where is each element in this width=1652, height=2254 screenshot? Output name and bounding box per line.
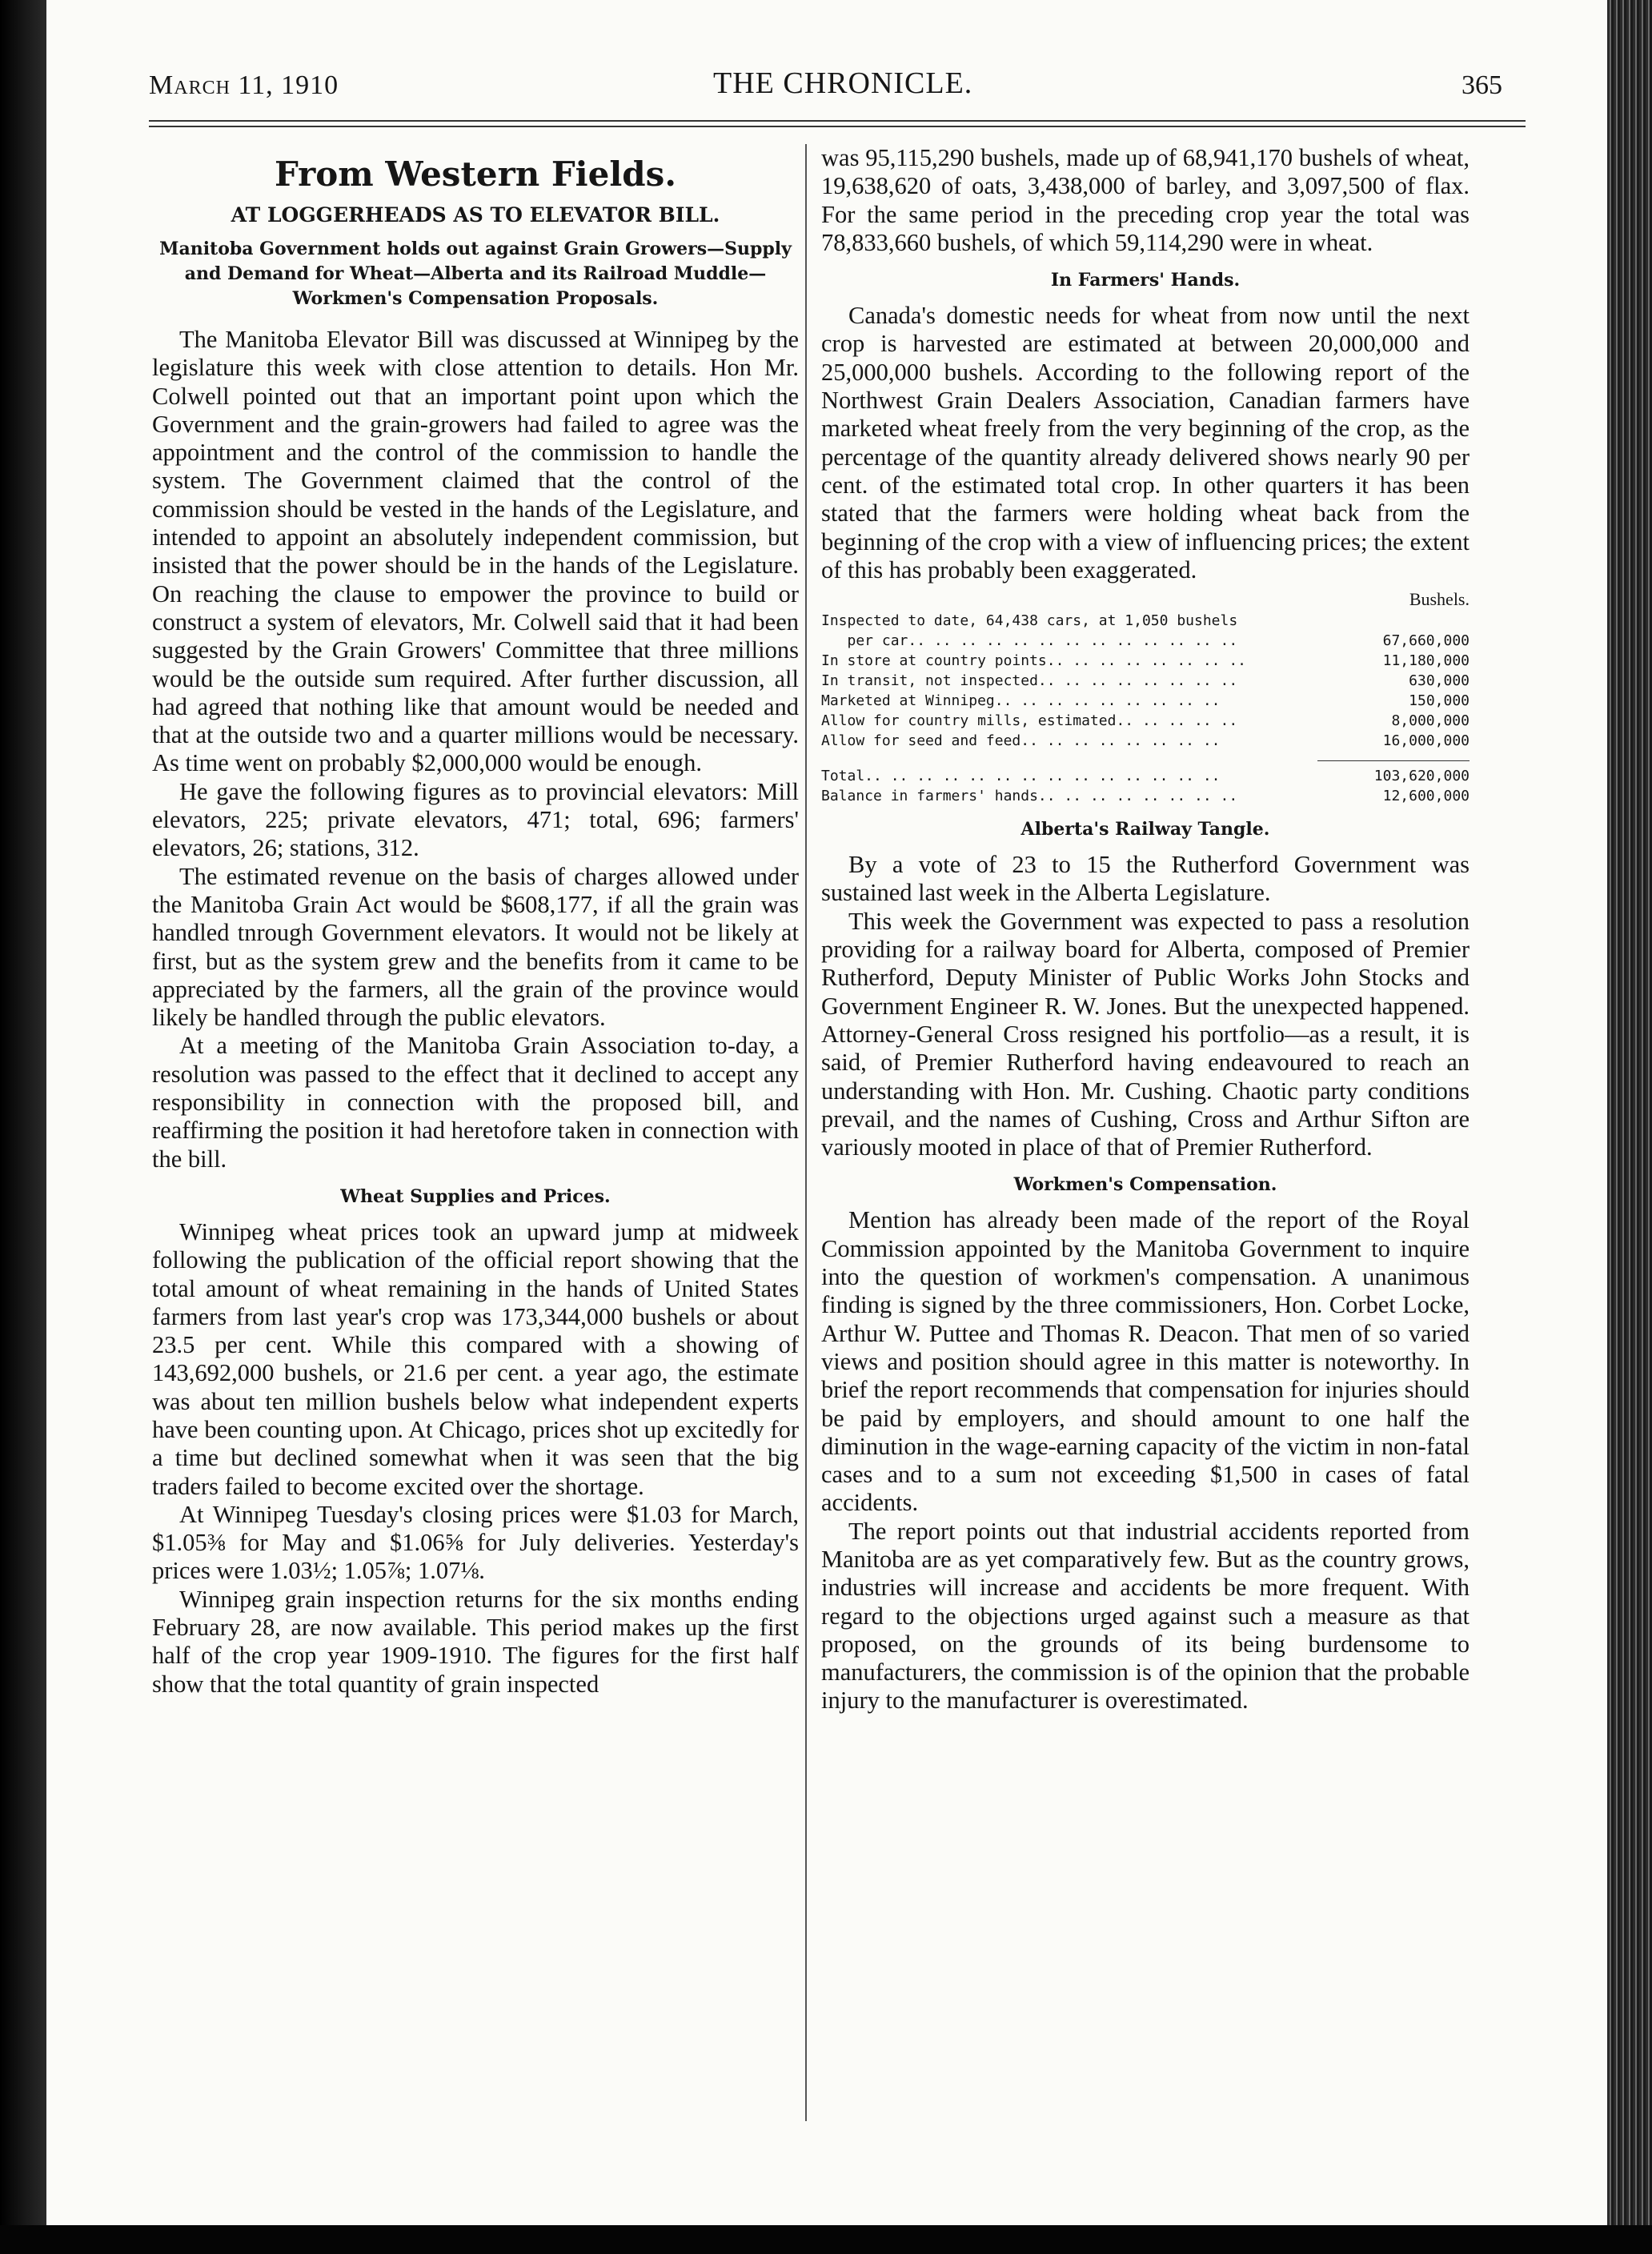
- stat-label: Inspected to date, 64,438 cars, at 1,050 bushels: [821, 612, 1238, 630]
- stat-label: Marketed at Winnipeg.. .. .. .. .. .. .. .. ..: [821, 692, 1221, 710]
- paragraph: At a meeting of the Manitoba Grain Association to-day, a resolution was passed to the effect that it declined to accept any responsibility in connection with the proposed bill, and reaffirming the position it had heretofore taken in connection with the bill.: [152, 1032, 799, 1173]
- bottom-shadow: [0, 2225, 1652, 2254]
- stat-value: 150,000: [1409, 692, 1470, 710]
- book-binding-shadow: [0, 0, 46, 2254]
- right-column: [821, 144, 1470, 1715]
- issue-date: March 11, 1910: [149, 70, 339, 100]
- paragraph: This week the Government was expected to pass a resolution providing for a railway board for Alberta, composed of Premier Rutherford, Deputy Minister of Public Works John Stocks and Government Engineer R. W. Jones. But the unexpected happened. Attorney-General Cross resigned his portfolio—as a result, it is said, of Premier Rutherford having endeavoured to reach an understanding with Hon. Mr. Cushing. Chaotic party conditions prevail, and the names of Cushing, Cross and Arthur Sifton are variously mooted in place of that of Premier Rutherford.: [821, 907, 1470, 1161]
- paragraph: He gave the following figures as to provincial elevators: Mill elevators, 225; private elevators, 471; total, 696; farmers' elevators, 26; stations, 312.: [152, 777, 799, 862]
- stat-row: [821, 691, 1470, 711]
- section-heading-workmen: Workmen's Compensation.: [1013, 1174, 1277, 1196]
- stat-balance-value: 12,600,000: [1382, 788, 1470, 805]
- section-heading-farmers: In Farmers' Hands.: [1050, 270, 1241, 291]
- stat-row: [821, 651, 1470, 671]
- paragraph: By a vote of 23 to 15 the Rutherford Government was sustained last week in the Alberta Legislature.: [821, 851, 1470, 907]
- header-rule-top: [149, 120, 1526, 122]
- stat-label: In transit, not inspected.. .. .. .. .. .. .. ..: [821, 672, 1238, 690]
- stat-row: [821, 711, 1470, 731]
- section-heading-alberta: Alberta's Railway Tangle.: [1020, 819, 1270, 840]
- page-number: 365: [1462, 70, 1502, 100]
- stat-row: [821, 731, 1470, 751]
- article-subtitle: AT LOGGERHEADS AS TO ELEVATOR BILL.: [231, 203, 720, 227]
- stat-value: 11,180,000: [1382, 652, 1470, 670]
- page-edges: [1607, 0, 1652, 2254]
- stat-total-row: [821, 766, 1470, 786]
- stat-row: [821, 631, 1470, 651]
- section-heading-wheat: Wheat Supplies and Prices.: [340, 1185, 611, 1207]
- paragraph: The Manitoba Elevator Bill was discussed at Winnipeg by the legislature this week with close attention to details. Hon Mr. Colwell pointed out that an important point upon which the Government and the grain-growers had failed to agree was the appointment and the control of the commission to handle the system. The Government claimed that the control of the commission should be vested in the hands of the Legislature, and intended to appoint an absolutely independent commission, but insisted that the power should be in the hands of the Legislature. On reaching the clause to empower the province to build or construct a system of elevators, Mr. Colwell said that it had been suggested by the Grain Growers' Committee that three millions would be the outside sum required. After further discussion, all had agreed that nothing like that amount would be needed and that at the outside two and a quarter millions would be necessary. As time went on probably $2,000,000 would be enough.: [152, 326, 799, 777]
- stat-label: Allow for seed and feed.. .. .. .. .. .. .. ..: [821, 732, 1221, 750]
- stat-balance-row: [821, 786, 1470, 806]
- bushel-statistics-table: [821, 589, 1470, 806]
- stat-row: [821, 671, 1470, 691]
- paragraph: The estimated revenue on the basis of charges allowed under the Manitoba Grain Act would be $608,177, if all the grain was handled tnrough Government elevators. It would not be likely at first, but as the system grew and the benefits from it came to be appreciated by the farmers, all the grain of the province would likely be handled through the public elevators.: [152, 862, 799, 1032]
- stat-label: In store at country points.. .. .. .. .. .. .. ..: [821, 652, 1247, 670]
- newspaper-page: [46, 0, 1607, 2225]
- article-title: From Western Fields.: [275, 154, 676, 194]
- stats-unit-label: Bushels.: [1409, 589, 1470, 610]
- left-column: [152, 144, 799, 1699]
- header-rule-bottom: [149, 126, 1526, 127]
- stat-value: 67,660,000: [1382, 632, 1470, 650]
- stat-value: 8,000,000: [1391, 712, 1470, 730]
- stat-total-value: 103,620,000: [1373, 768, 1470, 785]
- article-deck: Manitoba Government holds out against Grain Growers—Supply and Demand for Wheat—Alberta and its Railroad Muddle—Workmen's Compensation Proposals.: [159, 239, 792, 309]
- stat-value: 630,000: [1409, 672, 1470, 690]
- paragraph: Canada's domestic needs for wheat from now until the next crop is harvested are estimated at between 20,000,000 and 25,000,000 bushels. According to the following report of the Northwest Grain Dealers Association, Canadian farmers have marketed wheat freely from the very beginning of the crop, as the percentage of the quantity already delivered shows nearly 90 per cent. of the estimated total crop. In other quarters it has been stated that the farmers were holding wheat back from the beginning of the crop with a view of influencing prices; the extent of this has probably been exaggerated.: [821, 302, 1470, 584]
- stat-total-label: Total.. .. .. .. .. .. .. .. .. .. .. .. .. ..: [821, 768, 1221, 785]
- paragraph: At Winnipeg Tuesday's closing prices were $1.03 for March, $1.05⅜ for May and $1.06⅝ for July deliveries. Yesterday's prices were 1.03½; 1.05⅞; 1.07⅛.: [152, 1500, 799, 1585]
- paragraph: Winnipeg grain inspection returns for the six months ending February 28, are now available. This period makes up the first half of the crop year 1909-1910. The figures for the first half show that the total quantity of grain inspected: [152, 1585, 799, 1698]
- paragraph-continuation: was 95,115,290 bushels, made up of 68,941,170 bushels of wheat, 19,638,620 of oats, 3,438,000 of barley, and 3,097,500 of flax. For the same period in the preceding crop year the total was 78,833,660 bushels, of which 59,114,290 were in wheat.: [821, 144, 1470, 256]
- total-rule: [1317, 760, 1470, 761]
- stat-balance-label: Balance in farmers' hands.. .. .. .. .. .. .. ..: [821, 788, 1238, 805]
- paragraph: Mention has already been made of the report of the Royal Commission appointed by the Manitoba Government to inquire into the question of workmen's compensation. A unanimous finding is signed by the three commissioners, Hon. Corbet Locke, Arthur W. Puttee and Thomas R. Deacon. That men of so varied views and position should agree in this matter is noteworthy. In brief the report recommends that compensation for injuries should be paid by employers, and should amount to one half the diminution in the wage-earning capacity of the victim in non-fatal cases and to a sum not exceeding $1,500 in cases of fatal accidents.: [821, 1206, 1470, 1517]
- paragraph: The report points out that industrial accidents reported from Manitoba are as yet comparatively few. But as the country grows, industries will increase and accidents be more frequent. With regard to the objections urged against such a measure as that proposed, on the grounds of its being burdensome to manufacturers, the commission is of the opinion that the probable injury to the manufacturer is overestimated.: [821, 1517, 1470, 1715]
- paragraph: Winnipeg wheat prices took an upward jump at midweek following the publication of the official report showing that the total amount of wheat remaining in the hands of United States farmers from last year's crop was 173,344,000 bushels or about 23.5 per cent. While this compared with a showing of 143,692,000 bushels, or 21.6 per cent. a year ago, the estimate was about ten million bushels below what independent experts have been counting upon. At Chicago, prices shot up excitedly for a time but declined somewhat when it was seen that the big traders failed to become excited over the shortage.: [152, 1217, 799, 1500]
- column-divider: [805, 144, 807, 2121]
- stat-label: Allow for country mills, estimated.. .. .. .. ..: [821, 712, 1238, 730]
- running-header: [149, 66, 1510, 106]
- stat-label: per car.. .. .. .. .. .. .. .. .. .. .. .. ..: [821, 632, 1238, 650]
- publication-title: THE CHRONICLE.: [713, 66, 973, 100]
- stat-value: 16,000,000: [1382, 732, 1470, 750]
